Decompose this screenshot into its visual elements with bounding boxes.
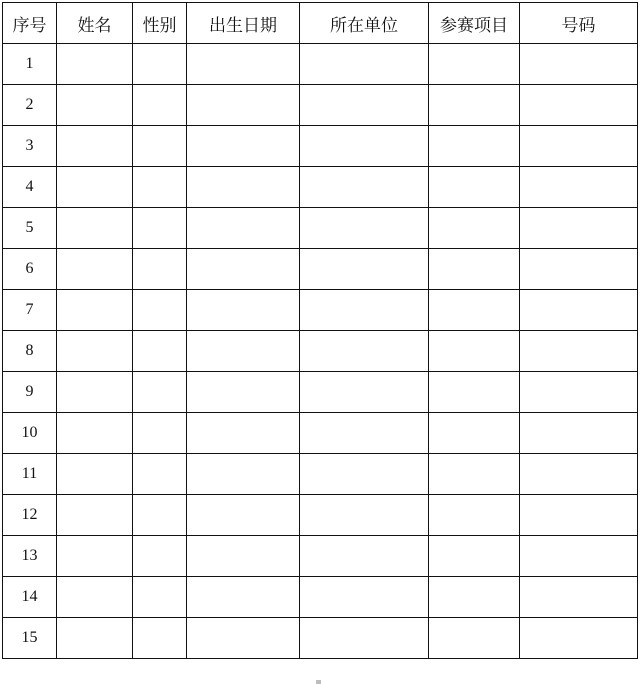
number-cell[interactable]	[520, 372, 638, 413]
header-unit: 所在单位	[300, 3, 429, 44]
name-cell[interactable]	[57, 290, 133, 331]
row-number-cell: 11	[3, 454, 57, 495]
table-row	[3, 167, 638, 208]
event-cell[interactable]	[429, 331, 520, 372]
header-gender: 性别	[133, 3, 187, 44]
number-cell[interactable]	[520, 208, 638, 249]
event-cell[interactable]	[429, 577, 520, 618]
number-cell[interactable]	[520, 454, 638, 495]
unit-cell[interactable]	[300, 126, 429, 167]
table-row	[3, 618, 638, 659]
table-row	[3, 44, 638, 85]
table-row	[3, 495, 638, 536]
name-cell[interactable]	[57, 167, 133, 208]
unit-cell[interactable]	[300, 85, 429, 126]
row-number-cell: 5	[3, 208, 57, 249]
number-cell[interactable]	[520, 85, 638, 126]
name-cell[interactable]	[57, 413, 133, 454]
header-birthdate: 出生日期	[187, 3, 300, 44]
unit-cell[interactable]	[300, 618, 429, 659]
birthdate-cell[interactable]	[187, 167, 300, 208]
table-row	[3, 413, 638, 454]
row-number-cell: 3	[3, 126, 57, 167]
name-cell[interactable]	[57, 618, 133, 659]
birthdate-cell[interactable]	[187, 249, 300, 290]
unit-cell[interactable]	[300, 331, 429, 372]
row-number-cell: 10	[3, 413, 57, 454]
name-cell[interactable]	[57, 44, 133, 85]
row-number-cell: 6	[3, 249, 57, 290]
registration-table	[2, 2, 638, 659]
table-row	[3, 536, 638, 577]
row-number-cell: 7	[3, 290, 57, 331]
gender-cell[interactable]	[133, 495, 187, 536]
number-cell[interactable]	[520, 126, 638, 167]
unit-cell[interactable]	[300, 372, 429, 413]
unit-cell[interactable]	[300, 495, 429, 536]
name-cell[interactable]	[57, 495, 133, 536]
number-cell[interactable]	[520, 495, 638, 536]
birthdate-cell[interactable]	[187, 413, 300, 454]
birthdate-cell[interactable]	[187, 85, 300, 126]
number-cell[interactable]	[520, 413, 638, 454]
number-cell[interactable]	[520, 331, 638, 372]
gender-cell[interactable]	[133, 331, 187, 372]
gender-cell[interactable]	[133, 249, 187, 290]
birthdate-cell[interactable]	[187, 577, 300, 618]
unit-cell[interactable]	[300, 44, 429, 85]
event-cell[interactable]	[429, 618, 520, 659]
birthdate-cell[interactable]	[187, 618, 300, 659]
gender-cell[interactable]	[133, 618, 187, 659]
event-cell[interactable]	[429, 495, 520, 536]
name-cell[interactable]	[57, 454, 133, 495]
number-cell[interactable]	[520, 618, 638, 659]
birthdate-cell[interactable]	[187, 44, 300, 85]
birthdate-cell[interactable]	[187, 536, 300, 577]
unit-cell[interactable]	[300, 577, 429, 618]
name-cell[interactable]	[57, 249, 133, 290]
table-row	[3, 331, 638, 372]
row-number-cell: 15	[3, 618, 57, 659]
number-cell[interactable]	[520, 536, 638, 577]
number-cell[interactable]	[520, 249, 638, 290]
name-cell[interactable]	[57, 126, 133, 167]
name-cell[interactable]	[57, 85, 133, 126]
birthdate-cell[interactable]	[187, 331, 300, 372]
gender-cell[interactable]	[133, 44, 187, 85]
event-cell[interactable]	[429, 454, 520, 495]
event-cell[interactable]	[429, 85, 520, 126]
event-cell[interactable]	[429, 290, 520, 331]
event-cell[interactable]	[429, 208, 520, 249]
name-cell[interactable]	[57, 331, 133, 372]
birthdate-cell[interactable]	[187, 372, 300, 413]
row-number-cell: 4	[3, 167, 57, 208]
row-number-cell: 1	[3, 44, 57, 85]
gender-cell[interactable]	[133, 577, 187, 618]
name-cell[interactable]	[57, 208, 133, 249]
table-row	[3, 126, 638, 167]
event-cell[interactable]	[429, 372, 520, 413]
header-event: 参赛项目	[429, 3, 520, 44]
page-mark	[316, 680, 321, 684]
event-cell[interactable]	[429, 249, 520, 290]
gender-cell[interactable]	[133, 85, 187, 126]
number-cell[interactable]	[520, 290, 638, 331]
table-row	[3, 85, 638, 126]
header-number: 号码	[520, 3, 638, 44]
table-row	[3, 372, 638, 413]
table-row	[3, 290, 638, 331]
row-number-cell: 8	[3, 331, 57, 372]
event-cell[interactable]	[429, 167, 520, 208]
row-number-cell: 14	[3, 577, 57, 618]
table-row	[3, 454, 638, 495]
unit-cell[interactable]	[300, 290, 429, 331]
unit-cell[interactable]	[300, 454, 429, 495]
birthdate-cell[interactable]	[187, 126, 300, 167]
table-row	[3, 208, 638, 249]
unit-cell[interactable]	[300, 208, 429, 249]
gender-cell[interactable]	[133, 536, 187, 577]
event-cell[interactable]	[429, 44, 520, 85]
unit-cell[interactable]	[300, 536, 429, 577]
header-seq: 序号	[3, 3, 57, 44]
name-cell[interactable]	[57, 536, 133, 577]
row-number-cell: 12	[3, 495, 57, 536]
gender-cell[interactable]	[133, 413, 187, 454]
gender-cell[interactable]	[133, 290, 187, 331]
birthdate-cell[interactable]	[187, 454, 300, 495]
event-cell[interactable]	[429, 413, 520, 454]
unit-cell[interactable]	[300, 167, 429, 208]
number-cell[interactable]	[520, 577, 638, 618]
name-cell[interactable]	[57, 577, 133, 618]
unit-cell[interactable]	[300, 249, 429, 290]
birthdate-cell[interactable]	[187, 495, 300, 536]
table-row	[3, 577, 638, 618]
row-number-cell: 13	[3, 536, 57, 577]
row-number-cell: 2	[3, 85, 57, 126]
table-row	[3, 249, 638, 290]
gender-cell[interactable]	[133, 126, 187, 167]
birthdate-cell[interactable]	[187, 290, 300, 331]
number-cell[interactable]	[520, 44, 638, 85]
header-row	[3, 3, 638, 44]
event-cell[interactable]	[429, 536, 520, 577]
gender-cell[interactable]	[133, 208, 187, 249]
header-name: 姓名	[57, 3, 133, 44]
name-cell[interactable]	[57, 372, 133, 413]
unit-cell[interactable]	[300, 413, 429, 454]
gender-cell[interactable]	[133, 372, 187, 413]
birthdate-cell[interactable]	[187, 208, 300, 249]
event-cell[interactable]	[429, 126, 520, 167]
number-cell[interactable]	[520, 167, 638, 208]
gender-cell[interactable]	[133, 167, 187, 208]
row-number-cell: 9	[3, 372, 57, 413]
gender-cell[interactable]	[133, 454, 187, 495]
